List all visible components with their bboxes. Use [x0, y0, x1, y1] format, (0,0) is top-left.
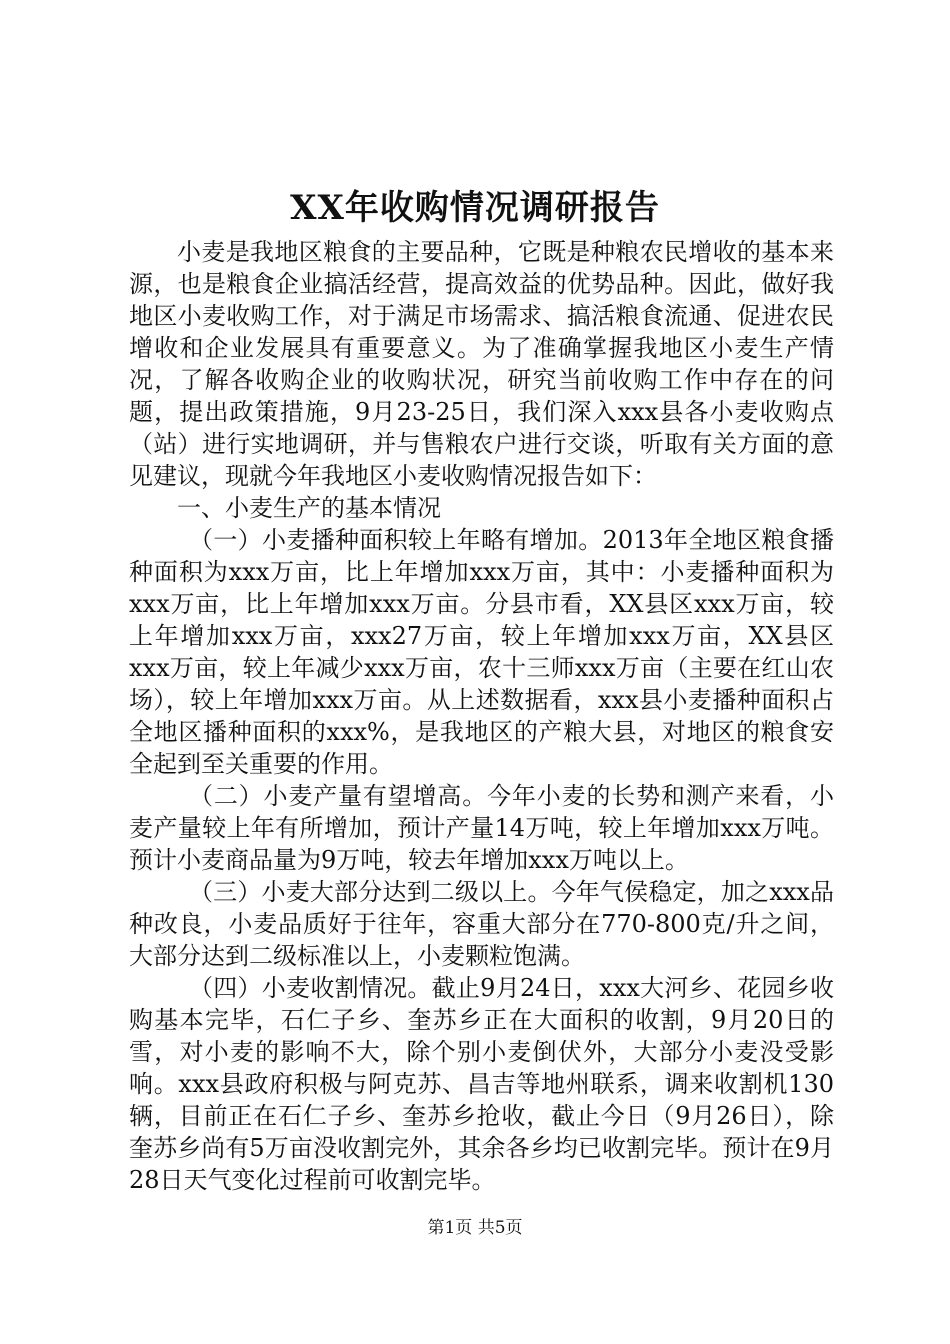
document-title: XX年收购情况调研报告 [290, 188, 660, 228]
page-number-footer: 第1页 共5页 [427, 1218, 523, 1238]
paragraph-sowing-area: （一）小麦播种面积较上年略有增加。2013年全地区粮食播种面积为xxx万亩，比上年增加xxx万亩，其中：小麦播种面积为xxx万亩，比上年增加xxx万亩。分县市看，XX县区xxx万亩，较上年增加xxx万亩，xxx27万亩，较上年增加xxx万亩，XX县区xxx万亩，较上年减少xxx万亩，农十三师xxx万亩（主要在红山农场），较上年增加xxx万亩。从上述数据看，xxx县小麦播种面积占全地区播种面积的xxx%，是我地区的产粮大县，对地区的粮食安全起到至关重要的作用。 [129, 526, 834, 778]
section-heading: 一、小麦生产的基本情况 [177, 494, 441, 522]
document-body [129, 236, 834, 1196]
paragraph-yield: （二）小麦产量有望增高。今年小麦的长势和测产来看，小麦产量较上年有所增加，预计产量14万吨，较上年增加xxx万吨。预计小麦商品量为9万吨，较去年增加xxx万吨以上。 [129, 782, 834, 874]
paragraph-intro: 小麦是我地区粮食的主要品种，它既是种粮农民增收的基本来源，也是粮食企业搞活经营，提高效益的优势品种。因此，做好我地区小麦收购工作，对于满足市场需求、搞活粮食流通、促进农民增收和企业发展具有重要意义。为了准确掌握我地区小麦生产情况，了解各收购企业的收购状况，研究当前收购工作中存在的问题，提出政策措施，9月23-25日，我们深入xxx县各小麦收购点（站）进行实地调研，并与售粮农户进行交谈，听取有关方面的意见建议，现就今年我地区小麦收购情况报告如下： [129, 238, 834, 490]
paragraph-quality: （三）小麦大部分达到二级以上。今年气侯稳定，加之xxx品种改良，小麦品质好于往年，容重大部分在770-800克/升之间，大部分达到二级标准以上，小麦颗粒饱满。 [129, 878, 834, 970]
paragraph-harvest: （四）小麦收割情况。截止9月24日，xxx大河乡、花园乡收购基本完毕，石仁子乡、奎苏乡正在大面积的收割，9月20日的雪，对小麦的影响不大，除个别小麦倒伏外，大部分小麦没受影响。xxx县政府积极与阿克苏、昌吉等地州联系，调来收割机130辆，目前正在石仁子乡、奎苏乡抢收，截止今日（9月26日），除奎苏乡尚有5万亩没收割完外，其余各乡均已收割完毕。预计在9月28日天气变化过程前可收割完毕。 [129, 974, 834, 1194]
